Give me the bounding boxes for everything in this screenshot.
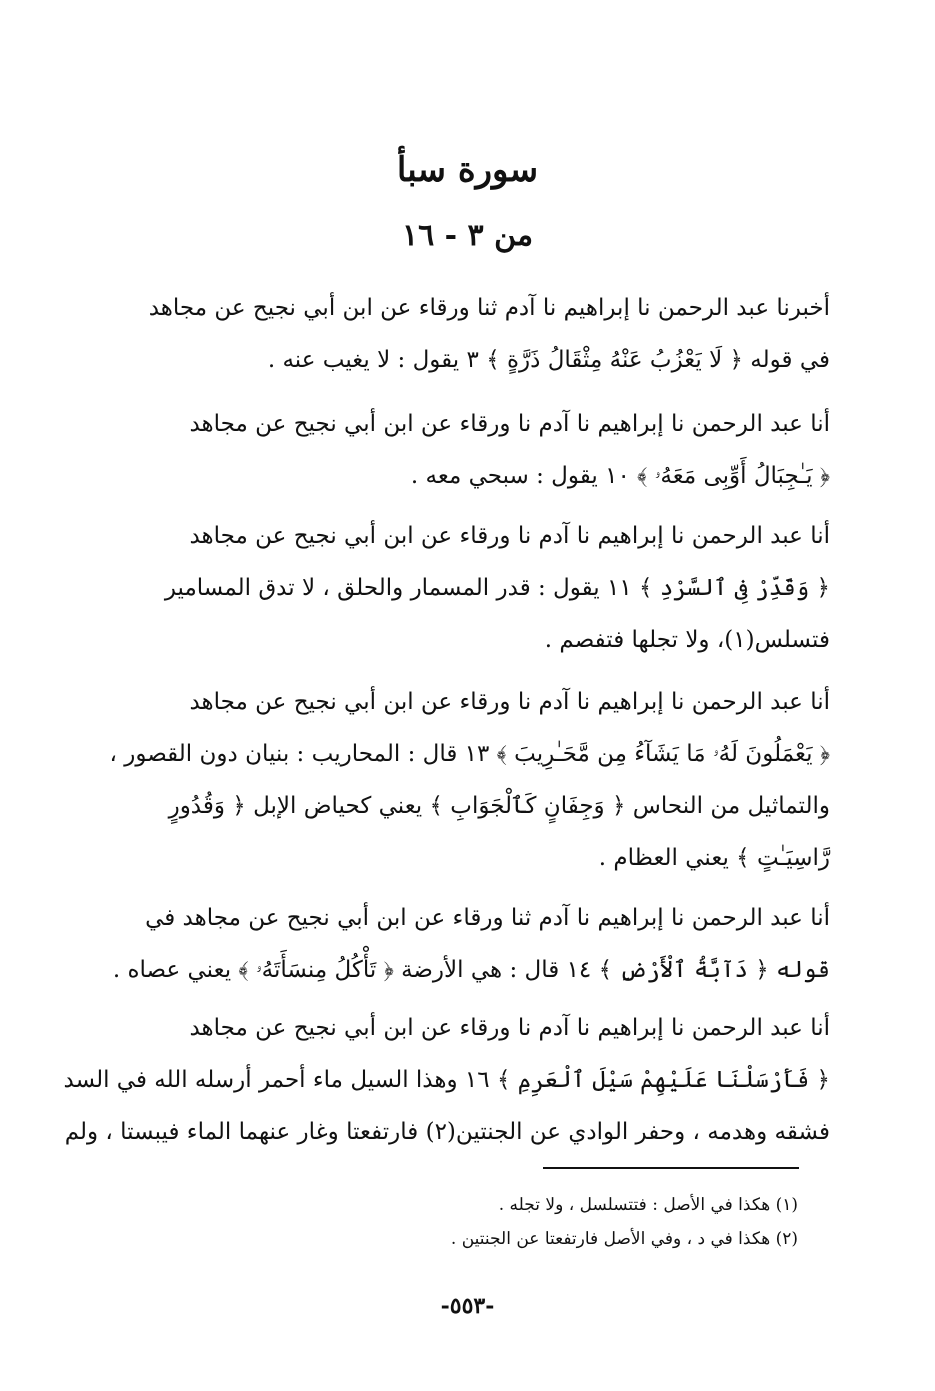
text-line: أخبرنا عبد الرحمن نا إبراهيم نا آدم ثنا ورقاء عن ابن أبي نجيح عن مجاهد <box>148 295 830 321</box>
text-line: أنا عبد الرحمن نا إبراهيم نا آدم ثنا ورقاء عن ابن أبي نجيح عن مجاهد في <box>145 905 830 931</box>
paragraph <box>110 892 830 996</box>
text-line: أنا عبد الرحمن نا إبراهيم نا آدم نا ورقاء عن ابن أبي نجيح عن مجاهد <box>189 1015 830 1041</box>
text-line: ﴿ فَأَرْسَلْنَا عَلَيْهِمْ سَيْلَ ٱلْعَرِمِ ﴾ ١٦ وهذا السيل ماء أحمر أرسله الله في السد <box>63 1067 830 1093</box>
text-line: فشقه وهدمه ، وحفر الوادي عن الجنتين(٢) فارتفعتا وغار عنهما الماء فيبستا ، ولم <box>64 1119 830 1145</box>
text-line: أنا عبد الرحمن نا إبراهيم نا آدم نا ورقاء عن ابن أبي نجيح عن مجاهد <box>189 689 830 715</box>
surah-title: سورة سبأ <box>396 150 539 190</box>
paragraph <box>110 282 830 386</box>
footnote: (٢) هكذا في د ، وفي الأصل فارتفعتا عن الجنتين . <box>450 1229 798 1249</box>
text-line: ﴿ وَقَدِّرْ فِى ٱلسَّرْدِ ﴾ ١١ يقول : قدر المسمار والحلق ، لا تدق المسامير <box>164 575 830 601</box>
verse-range: من ٣ - ١٦ <box>401 218 534 253</box>
text-line: ﴿ يَـٰجِبَالُ أَوِّبِى مَعَهُۥ ﴾ ١٠ يقول : سبحي معه . <box>410 463 830 489</box>
text-line: أنا عبد الرحمن نا إبراهيم نا آدم نا ورقاء عن ابن أبي نجيح عن مجاهد <box>189 523 830 549</box>
text-line: والتماثيل من النحاس ﴿ وَجِفَانٍ كَٱلْجَوَابِ ﴾ يعني كحياض الإبل ﴿ وَقُدُورٍ <box>168 793 830 819</box>
text-line: ﴿ يَعْمَلُونَ لَهُۥ مَا يَشَآءُ مِن مَّحَـٰرِيبَ ﴾ ١٣ قال : المحاريب : بنيان دون القصور ، <box>109 741 830 767</box>
text-line: رَّاسِيَـٰتٍ ﴾ يعني العظام . <box>598 845 830 871</box>
paragraph <box>63 1002 830 1158</box>
paragraph <box>110 676 830 884</box>
paragraph <box>110 510 830 666</box>
page-number: -٥٥٣- <box>440 1293 495 1319</box>
text-line: أنا عبد الرحمن نا إبراهيم نا آدم نا ورقاء عن ابن أبي نجيح عن مجاهد <box>189 411 830 437</box>
text-line: فتسلس(١)، ولا تجلها فتفصم . <box>544 627 830 653</box>
paragraph <box>110 398 830 502</box>
text-line: في قوله ﴿ لَا يَعْزُبُ عَنْهُ مِثْقَالُ ذَرَّةٍ ﴾ ٣ يقول : لا يغيب عنه . <box>267 347 830 373</box>
footnote-divider <box>543 1167 799 1169</box>
text-line: قوله ﴿ دَآبَّةُ ٱلْأَرْضِ ﴾ ١٤ قال : هي الأرضة ﴿ تَأْكُلُ مِنسَأَتَهُۥ ﴾ يعني عصاه . <box>112 957 830 983</box>
footnote: (١) هكذا في الأصل : فتتسلسل ، ولا تجله . <box>498 1195 798 1215</box>
